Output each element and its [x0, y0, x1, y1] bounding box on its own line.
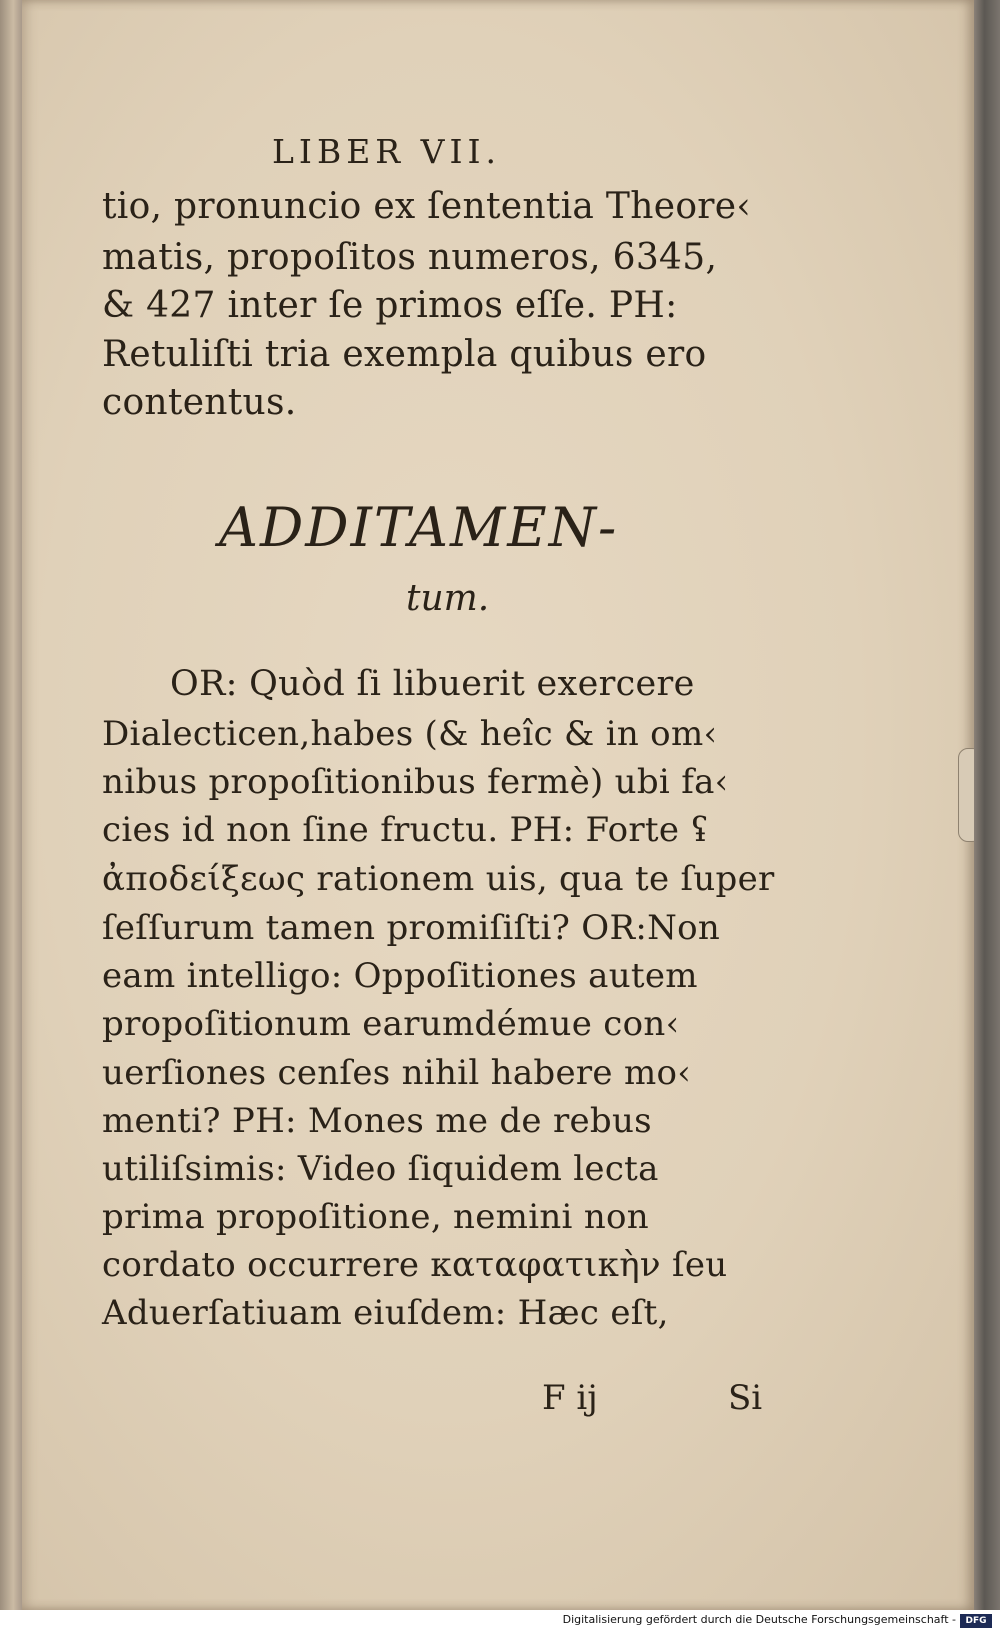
text-line: uerſiones cenſes nihil habere mo‹ [102, 1053, 692, 1093]
text-line: contentus. [102, 382, 297, 423]
text-line: cordato occurrere καταφατικὴν ſeu [102, 1245, 728, 1285]
text-line: nibus propoſitionibus fermè) ubi fa‹ [102, 762, 729, 802]
text-line: prima propoſitione, nemini non [102, 1197, 650, 1237]
text-line: ἀποδείξεως rationem uis, qua te ſuper [102, 859, 775, 899]
section-heading-continuation: tum. [406, 578, 490, 619]
footer-credit: Digitalisierung gefördert durch die Deutsche Forschungsgemeinschaft - [562, 1613, 956, 1626]
text-line: utiliſsimis: Video ſiquidem lecta [102, 1149, 659, 1189]
signature-mark: F ij [542, 1378, 598, 1418]
text-line: Dialecticen,habes (& heîc & in om‹ [102, 714, 718, 754]
right-page-edge [974, 0, 1000, 1610]
text-line: OR: Quòd ſi libuerit exercere [170, 664, 695, 704]
running-head: LIBER VII. [272, 132, 502, 171]
text-line: & 427 inter ſe primos eſſe. PH: [102, 285, 678, 326]
text-line: cies id non ſine fructu. PH: Forte ʢ [102, 810, 709, 850]
left-page-edge [0, 0, 22, 1610]
text-line: Aduerſatiuam eiuſdem: Hæc eſt, [102, 1293, 669, 1333]
catchword: Si [728, 1378, 763, 1418]
text-line: Retuliſti tria exempla quibus ero [102, 334, 707, 375]
text-line: eam intelligo: Oppoſitiones autem [102, 956, 698, 996]
section-heading: ADDITAMEN- [219, 496, 619, 559]
text-line: propoſitionum earumdémue con‹ [102, 1004, 680, 1044]
text-line: matis, propoſitos numeros, 6345, [102, 237, 718, 278]
text-line: tio, pronuncio ex ſententia Theore‹ [102, 186, 752, 227]
book-page [22, 0, 974, 1610]
text-line: ſeſſurum tamen promiſiſti? OR:Non [102, 908, 721, 948]
text-line: menti? PH: Mones me de rebus [102, 1101, 652, 1141]
dfg-logo: DFG [960, 1614, 992, 1628]
